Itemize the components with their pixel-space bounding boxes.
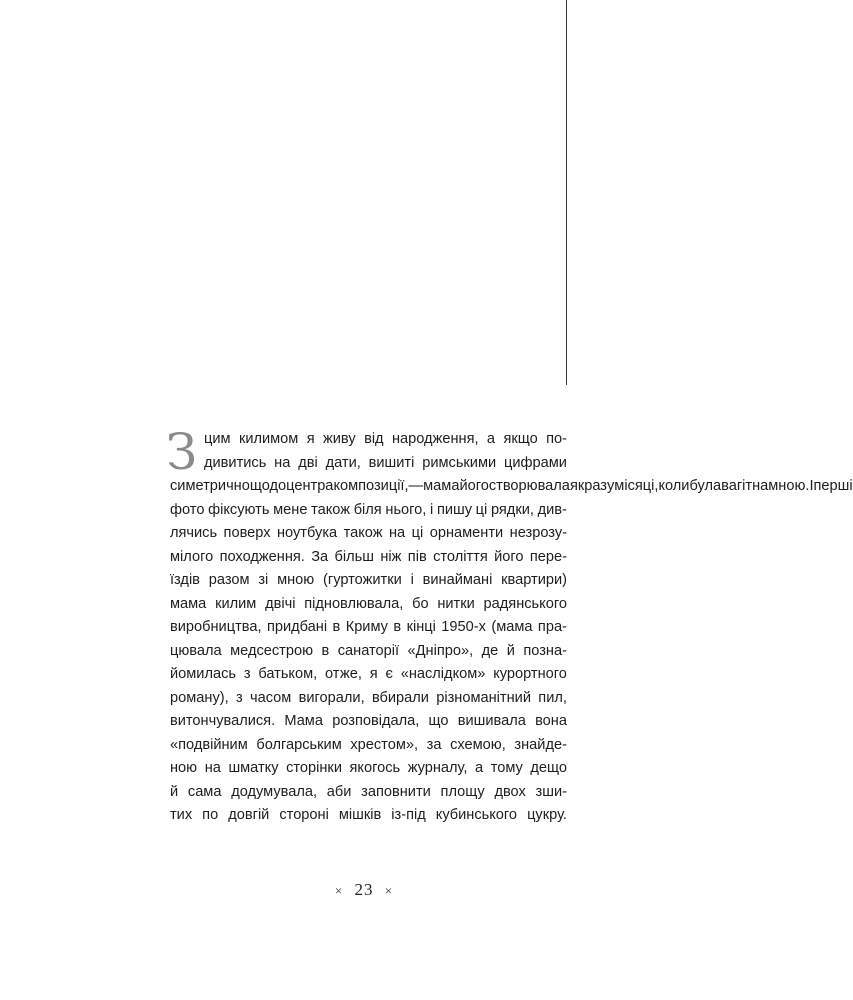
- word: якогось: [349, 760, 401, 776]
- word: сторінки: [286, 760, 342, 776]
- word: ці: [475, 501, 488, 518]
- word: аби: [326, 783, 352, 800]
- word: цукру.: [527, 807, 567, 823]
- word: журналу,: [407, 760, 468, 776]
- word: роману),: [170, 689, 229, 706]
- word: століття: [433, 548, 488, 565]
- word: йомилась: [170, 666, 236, 682]
- word: Криму: [345, 619, 388, 635]
- word: мілого: [170, 548, 214, 565]
- word: і: [410, 572, 414, 588]
- word: була: [689, 478, 722, 494]
- text-line: [170, 569, 567, 593]
- word: пере-: [529, 548, 567, 565]
- word: ною: [170, 760, 198, 776]
- word: біля: [353, 501, 382, 518]
- word: «подвійним: [170, 736, 248, 753]
- word: схемою,: [450, 736, 506, 753]
- text-line: [170, 710, 567, 734]
- word: дати,: [325, 454, 361, 471]
- word: фото: [170, 501, 205, 518]
- word: дивитись: [204, 454, 267, 471]
- word: квартири): [501, 572, 567, 588]
- word: розповідала,: [332, 713, 420, 729]
- word: мішків: [338, 807, 382, 823]
- word: 1950-х: [441, 619, 486, 635]
- word: виробництва,: [170, 619, 262, 635]
- word: за: [426, 736, 442, 753]
- word: із-під: [391, 807, 426, 823]
- word: вишиті: [368, 454, 415, 471]
- word: зі: [258, 572, 269, 588]
- word: медсестрою: [230, 642, 314, 659]
- word: коли: [658, 478, 690, 494]
- word: з: [243, 666, 251, 682]
- word: двох: [494, 783, 526, 800]
- word: композиції,: [333, 478, 409, 494]
- word: що: [428, 713, 449, 729]
- text-line: [170, 663, 567, 687]
- word: придбані: [266, 619, 328, 635]
- word: нього,: [385, 501, 427, 518]
- text-line: [170, 475, 853, 499]
- word: дещо: [530, 760, 567, 776]
- word: якщо: [503, 431, 538, 447]
- text-line: [170, 428, 567, 452]
- word: мама: [170, 595, 207, 612]
- word: тих: [170, 807, 193, 823]
- word: ніж: [380, 548, 402, 565]
- word: винаймані: [422, 572, 493, 588]
- word: й: [170, 783, 179, 800]
- word: Мама: [284, 713, 323, 729]
- word: їздів: [170, 572, 200, 588]
- word: в: [332, 619, 341, 635]
- text-line: [170, 499, 567, 523]
- text-line: [170, 593, 567, 617]
- word: бо: [412, 595, 429, 612]
- text-line: [170, 616, 567, 640]
- word: цим: [204, 431, 231, 447]
- word: вишивала: [457, 713, 526, 729]
- text-line: [170, 522, 567, 546]
- word: довгій: [228, 807, 270, 823]
- text-line: [170, 640, 567, 664]
- word: разом: [208, 572, 250, 588]
- word: курортного: [493, 666, 567, 682]
- text-line: [170, 687, 567, 711]
- word: по-: [546, 431, 567, 447]
- word: цифрами: [504, 454, 567, 471]
- word: додумувала,: [231, 783, 318, 800]
- word: стороні: [279, 807, 329, 823]
- word: мною: [277, 572, 315, 588]
- word: див-: [537, 501, 567, 518]
- word: двічі: [265, 595, 296, 612]
- word: вона: [535, 713, 567, 729]
- word: на: [274, 454, 291, 471]
- word: дві: [298, 454, 318, 471]
- word: вбирали: [371, 689, 429, 706]
- word: кінці: [406, 619, 436, 635]
- word: мною.: [768, 478, 810, 494]
- word: (мама: [491, 619, 533, 635]
- word: отже,: [325, 666, 362, 682]
- word: також: [311, 501, 351, 518]
- word: хрестом»,: [350, 736, 419, 753]
- word: а: [486, 431, 496, 447]
- word: батьком,: [258, 666, 318, 682]
- word: пів: [407, 548, 427, 565]
- word: пра-: [537, 619, 567, 635]
- word: вигорали,: [298, 689, 365, 706]
- word: заповнити: [361, 783, 431, 800]
- word: його: [459, 478, 489, 494]
- word: знайде-: [514, 736, 567, 753]
- text-line: [170, 734, 567, 758]
- word: болгарським: [256, 736, 342, 753]
- text-line: [170, 546, 567, 570]
- word: ноутбука: [277, 525, 338, 541]
- word: витончувалися.: [170, 713, 276, 729]
- text-line: [170, 757, 567, 781]
- word: За: [311, 548, 329, 565]
- word: пил,: [538, 689, 567, 706]
- word: де: [481, 642, 499, 659]
- word: я: [369, 666, 378, 682]
- word: римськими: [422, 454, 497, 471]
- word: щодо: [249, 478, 287, 494]
- word: мене: [273, 501, 308, 518]
- drop-cap: З: [166, 423, 198, 481]
- word: шматку: [228, 760, 279, 776]
- word: від: [364, 431, 384, 447]
- word: з: [235, 689, 243, 706]
- word: санаторії: [337, 642, 400, 659]
- word: в: [393, 619, 402, 635]
- word: (гуртожитки: [323, 572, 402, 588]
- word: тому: [490, 760, 523, 776]
- word: у: [607, 478, 615, 494]
- text-line: [170, 804, 567, 828]
- word: підновлювала,: [304, 595, 404, 612]
- word: живу: [323, 431, 356, 447]
- word: більш: [334, 548, 374, 565]
- word: ці: [411, 525, 424, 541]
- word: пишу: [436, 501, 472, 518]
- word: площу: [440, 783, 485, 800]
- text-lines: [170, 428, 853, 828]
- page-number-footer: [0, 880, 728, 900]
- word: його: [494, 548, 524, 565]
- word: мама: [423, 478, 460, 494]
- word: килимом: [238, 431, 299, 447]
- word: по: [202, 807, 219, 823]
- word: зши-: [535, 783, 567, 800]
- text-line: [170, 452, 567, 476]
- word: килим: [215, 595, 257, 612]
- word: й: [506, 642, 515, 659]
- word: на: [389, 525, 406, 541]
- page-number: 23: [354, 880, 374, 899]
- word: «наслідком»: [400, 666, 486, 682]
- word: різноманітний: [436, 689, 531, 706]
- word: народження,: [391, 431, 479, 447]
- word: вагітна: [721, 478, 769, 494]
- word: сама: [187, 783, 222, 800]
- word: незрозу-: [509, 525, 567, 541]
- word: —: [408, 478, 424, 494]
- word: часом: [249, 689, 292, 706]
- word: в: [321, 642, 330, 659]
- word: я: [306, 431, 315, 447]
- word: створювала: [488, 478, 570, 494]
- word: перші: [813, 478, 853, 494]
- word: рядки,: [490, 501, 534, 518]
- text-line: [170, 781, 567, 805]
- word: якраз: [569, 478, 607, 494]
- word: а: [475, 760, 484, 776]
- word: центра: [286, 478, 334, 494]
- word: фіксують: [208, 501, 270, 518]
- word: цювала: [170, 642, 222, 659]
- word: поверх: [223, 525, 271, 541]
- vertical-rule: [566, 0, 567, 385]
- word: також: [343, 525, 383, 541]
- word: І: [809, 478, 814, 494]
- word: лячись: [170, 525, 218, 541]
- word: є: [385, 666, 393, 682]
- folio-ornament-left: ×: [334, 883, 344, 898]
- word: на: [204, 760, 221, 776]
- word: походження.: [219, 548, 305, 565]
- word: орнаменти: [429, 525, 504, 541]
- word: «Дніпро»,: [407, 642, 474, 659]
- folio-ornament-right: ×: [384, 883, 394, 898]
- word: кубинського: [435, 807, 518, 823]
- word: нитки: [437, 595, 475, 612]
- word: місяці,: [614, 478, 659, 494]
- body-text: [166, 423, 853, 828]
- word: радянського: [483, 595, 567, 612]
- word: і: [430, 501, 434, 518]
- word: позна-: [523, 642, 567, 659]
- word: симетрично: [170, 478, 250, 494]
